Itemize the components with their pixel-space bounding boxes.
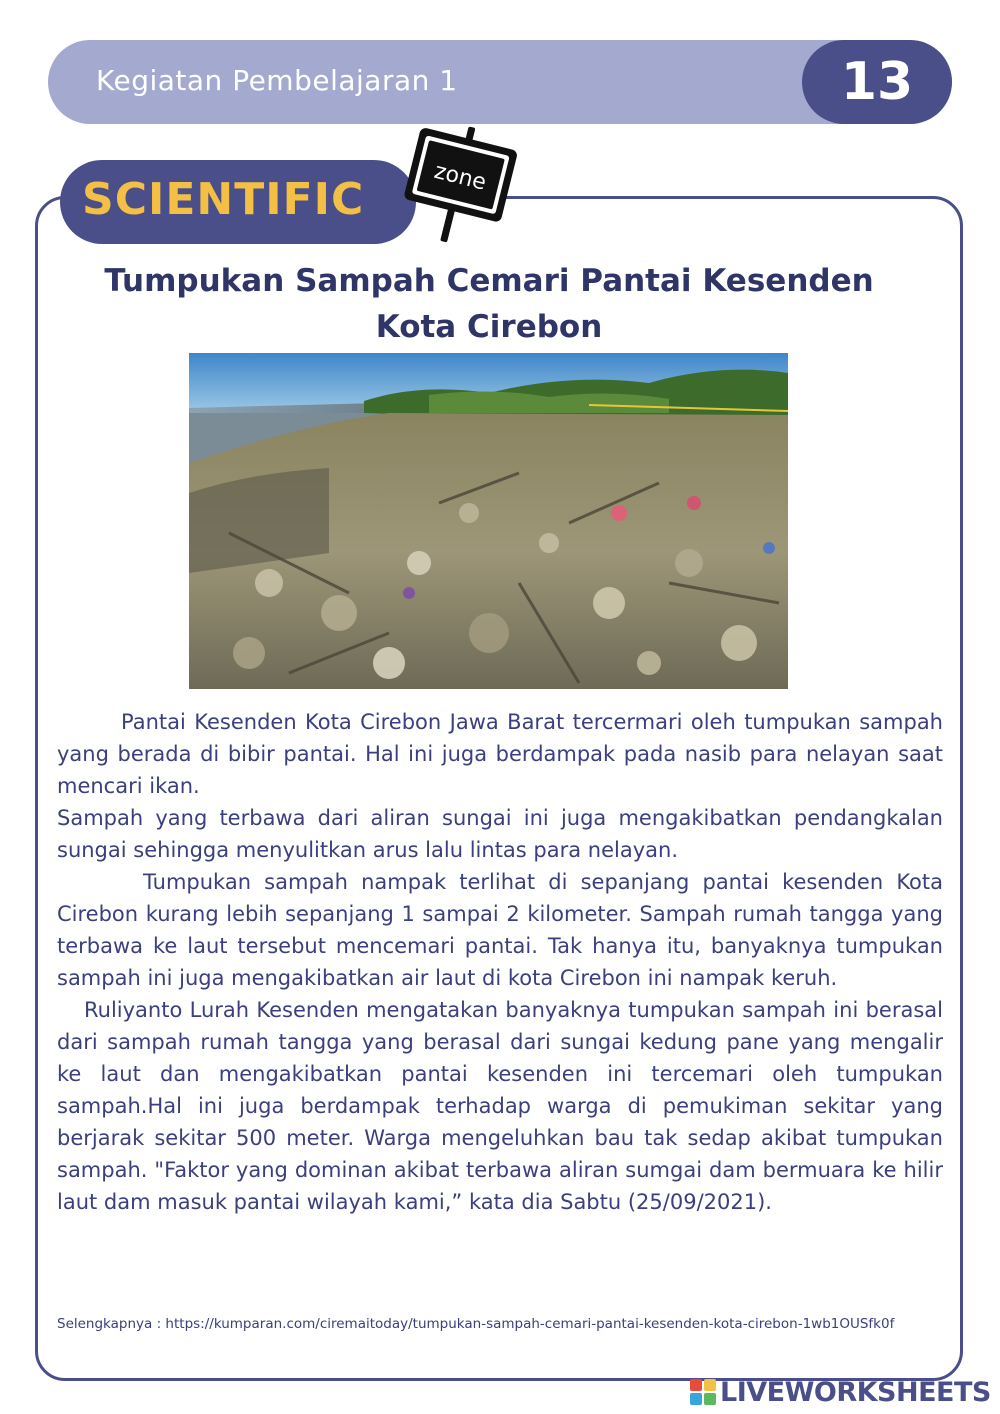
header-bar [48,40,952,124]
beach-trash-photo [189,353,788,689]
article-title: Tumpukan Sampah Cemari Pantai Kesenden Kota Cirebon [104,263,874,345]
section-label: SCIENTIFIC [82,174,365,225]
liveworksheets-brand: LIVEWORKSHEETS [720,1376,991,1408]
liveworksheets-icon [690,1379,716,1405]
article-paragraph-1: Pantai Kesenden Kota Cirebon Jawa Barat tercermari oleh tumpukan sampah yang berada di bibir pantai. Hal ini juga berdampak pada nasib para nelayan saat mencari ikan. [57,710,943,798]
header-title: Kegiatan Pembelajaran 1 [96,64,458,97]
article-paragraph-3: Tumpukan sampah nampak terlihat di sepanjang pantai kesenden Kota Cirebon kurang lebih sepanjang 1 sampai 2 kilometer. Sampah rumah tangga yang terbawa ke laut tersebut mencemari pantai. Tak hanya itu, banyaknya tumpukan sampah ini juga mengakibatkan air laut di kota Cirebon ini nampak keruh. [57,870,943,990]
source-link[interactable]: Selengkapnya : https://kumparan.com/ciremaitoday/tumpukan-sampah-cemari-pantai-kesenden-kota-cirebon-1wb1OUSfk0f [57,1316,895,1332]
page-number-badge: 13 [802,40,952,124]
zone-sign-text: zone [431,158,489,196]
section-label-pill [60,160,416,244]
article-body [57,706,943,1218]
liveworksheets-logo[interactable] [690,1372,991,1412]
zone-sign-icon [398,126,523,248]
article-paragraph-4: Ruliyanto Lurah Kesenden mengatakan banyaknya tumpukan sampah ini berasal dari sampah rumah tangga yang berasal dari sungai kedung pane yang mengalir ke laut dan mengakibatkan pantai kesenden ini tercemari oleh tumpukan sampah.Hal ini juga berdampak terhadap warga di pemukiman sekitar yang berjarak sekitar 500 meter. Warga mengeluhkan bau tak sedap akibat tumpukan sampah. "Faktor yang dominan akibat terbawa aliran sumgai dam bermuara ke hilir laut dam masuk pantai wilayah kami,” kata dia Sabtu (25/09/2021). [57,998,943,1214]
article-paragraph-2: Sampah yang terbawa dari aliran sungai ini juga mengakibatkan pendangkalan sungai sehingga menyulitkan arus lalu lintas para nelayan. [57,806,943,862]
